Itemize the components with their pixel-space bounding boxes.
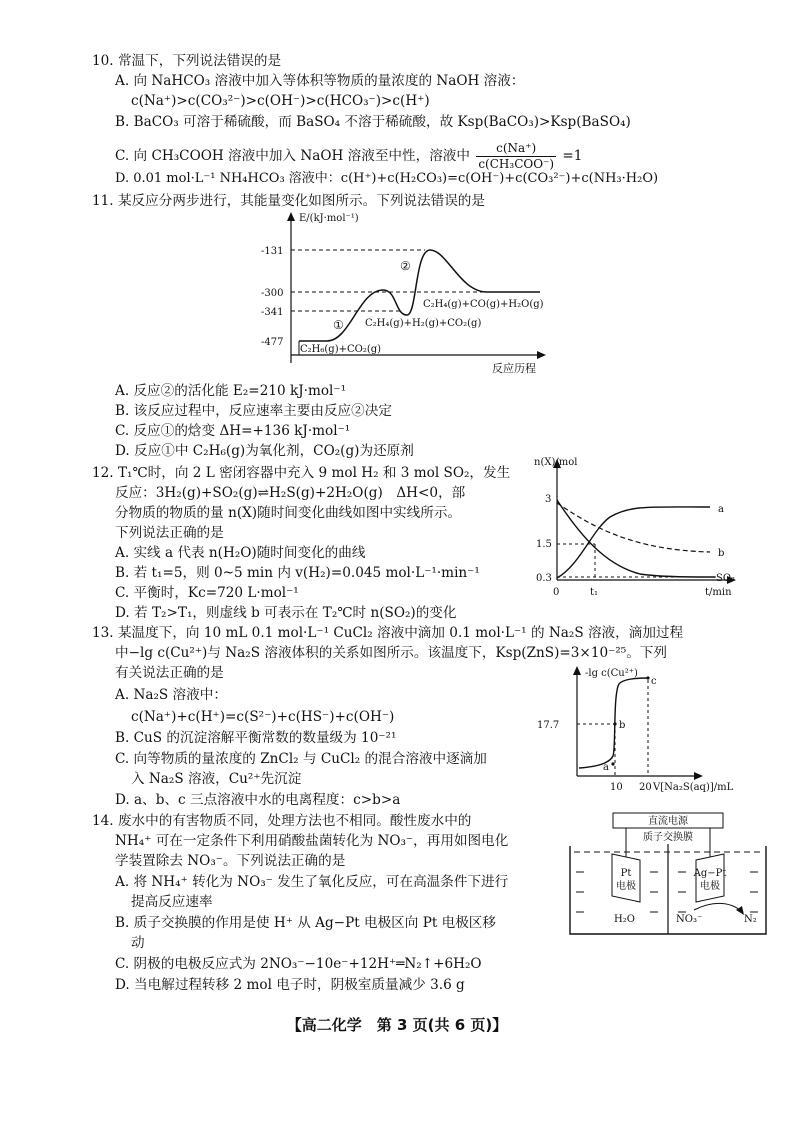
y-axis-label: E/(kJ·mol⁻¹) bbox=[299, 213, 359, 224]
titration-chart bbox=[535, 664, 760, 796]
q10-option-a: A. 向 NaHCO₃ 溶液中加入等体积等物质的量浓度的 NaOH 溶液： bbox=[115, 73, 525, 89]
x-axis-label: 反应历程 bbox=[492, 362, 536, 375]
q10-option-c bbox=[115, 141, 582, 172]
q13-option-c: C. 向等物质的量浓度的 ZnCl₂ 与 CuCl₂ 的混合溶液中逐滴加 bbox=[115, 751, 487, 767]
q10-option-a-cont: c(Na⁺)>c(CO₃²⁻)>c(OH⁻)>c(HCO₃⁻)>c(H⁺) bbox=[131, 93, 430, 109]
fraction-denominator: c(CH₃COO⁻) bbox=[478, 157, 555, 171]
electrolysis-apparatus bbox=[564, 810, 774, 940]
q13-option-a: A. Na₂S 溶液中： bbox=[115, 687, 227, 703]
q10-option-c-eq: =1 bbox=[562, 148, 583, 164]
q13-option-c-cont: 入 Na₂S 溶液，Cu²⁺先沉淀 bbox=[131, 771, 302, 787]
curve-b bbox=[557, 503, 710, 552]
curve-so2 bbox=[557, 500, 715, 577]
water-label: H₂O bbox=[614, 914, 635, 925]
tick-m300: -300 bbox=[261, 288, 284, 299]
energy-diagram bbox=[255, 208, 555, 378]
q12-stem-3: 分物质的物质的量 n(X)随时间变化曲线如图中实线所示。 bbox=[115, 505, 462, 521]
label-a: a bbox=[718, 504, 724, 515]
tick-m341: -341 bbox=[261, 307, 284, 318]
q14-option-b: B. 质子交换膜的作用是使 H⁺ 从 Ag−Pt 电极区向 Pt 电极区移 bbox=[115, 915, 496, 931]
tick-m477: -477 bbox=[261, 337, 284, 348]
tick-1-5: 1.5 bbox=[536, 539, 552, 550]
q11-option-b: B. 该反应过程中，反应速率主要由反应②决定 bbox=[115, 403, 392, 419]
q12-stem-4: 下列说法正确的是 bbox=[115, 525, 224, 541]
moles-time-chart bbox=[530, 455, 760, 615]
reaction-arrow bbox=[694, 903, 742, 912]
ag-pt-label: Ag−Pt bbox=[693, 868, 727, 879]
point-c bbox=[646, 676, 649, 679]
q11-option-a: A. 反应②的活化能 E₂=210 kJ·mol⁻¹ bbox=[115, 383, 347, 399]
ag-pt-label-2: 电极 bbox=[700, 881, 720, 892]
q13-option-b: B. CuS 的沉淀溶解平衡常数的数量级为 10⁻²¹ bbox=[115, 730, 397, 746]
y-axis-label: -lg c(Cu²⁺) bbox=[585, 668, 638, 679]
q14-option-a-cont: 提高反应速率 bbox=[131, 894, 213, 910]
q12-option-c: C. 平衡时，Kc=720 L·mol⁻¹ bbox=[115, 585, 299, 601]
x-axis-label: V[Na₂S(aq)]/mL bbox=[653, 782, 734, 793]
page-footer: 【高二化学 第 3 页(共 6 页)】 bbox=[286, 1016, 508, 1034]
label-b: b bbox=[718, 548, 725, 559]
x-axis-label: t/min bbox=[705, 587, 732, 598]
q12-option-a: A. 实线 a 代表 n(H₂O)随时间变化的曲线 bbox=[115, 545, 366, 561]
fraction-numerator: c(Na⁺) bbox=[476, 141, 556, 157]
point-a bbox=[611, 762, 614, 765]
q11-option-c: C. 反应①的焓变 ΔH=+136 kJ·mol⁻¹ bbox=[115, 423, 351, 439]
species-mid: C₂H₄(g)+H₂(g)+CO₂(g) bbox=[365, 318, 482, 329]
q10-stem: 10. 常温下，下列说法错误的是 bbox=[92, 53, 282, 69]
q14-stem-2: NH₄⁺ 可在一定条件下利用硝酸盐菌转化为 NO₃⁻，再用如图电化 bbox=[115, 833, 509, 849]
y-axis-arrow bbox=[573, 666, 581, 675]
q10-option-d: D. 0.01 mol·L⁻¹ NH₄HCO₃ 溶液中：c(H⁺)+c(H₂CO₃)=c(OH⁻)+c(CO₃²⁻)+c(NH₃·H₂O) bbox=[115, 171, 659, 186]
q14-stem: 14. 废水中的有害物质不同，处理方法也不相同。酸性废水中的 bbox=[92, 813, 472, 829]
q10-option-b: B. BaCO₃ 可溶于稀硫酸，而 BaSO₄ 不溶于稀硫酸，故 Ksp(BaCO₃)>Ksp(BaSO₄) bbox=[115, 114, 631, 130]
tick-10: 10 bbox=[610, 782, 623, 793]
tick-20: 20 bbox=[639, 782, 652, 793]
label-b: b bbox=[619, 720, 626, 731]
pt-label-2: 电极 bbox=[616, 881, 636, 892]
x-axis-arrow bbox=[537, 351, 546, 359]
power-supply-label: 直流电源 bbox=[648, 816, 688, 827]
tick-17-7: 17.7 bbox=[537, 720, 560, 731]
point-b bbox=[613, 722, 616, 725]
q12-stem: 12. T₁℃时，向 2 L 密闭容器中充入 9 mol H₂ 和 3 mol SO₂，发生 bbox=[92, 465, 511, 481]
q12-option-d: D. 若 T₂>T₁，则虚线 b 可表示在 T₂℃时 n(SO₂)的变化 bbox=[115, 605, 457, 621]
species-start: C₂H₆(g)+CO₂(g) bbox=[300, 344, 382, 355]
q11-option-d: D. 反应①中 C₂H₆(g)为氧化剂，CO₂(g)为还原剂 bbox=[115, 443, 414, 459]
q13-stem-2: 中−lg c(Cu²⁺)与 Na₂S 溶液体积的关系如图所示。该温度下，Ksp(ZnS)=3×10⁻²⁵。下列 bbox=[115, 645, 667, 661]
tick-3: 3 bbox=[545, 494, 552, 505]
tick-m131: -131 bbox=[261, 246, 284, 257]
q12-option-b: B. 若 t₁=5，则 0~5 min 内 v(H₂)=0.045 mol·L⁻¹·min⁻¹ bbox=[115, 565, 480, 581]
x-axis-arrow bbox=[694, 772, 703, 780]
q13-option-a-cont: c(Na⁺)+c(H⁺)=c(S²⁻)+c(HS⁻)+c(OH⁻) bbox=[131, 709, 395, 725]
titration-curve bbox=[579, 678, 648, 768]
liquid-marks bbox=[576, 872, 758, 912]
label-so2: SO₂ bbox=[716, 573, 736, 584]
label-c: c bbox=[651, 676, 657, 687]
tick-0: 0 bbox=[553, 587, 560, 598]
nitrogen-label: N₂ bbox=[744, 914, 757, 925]
q14-option-c: C. 阴极的电极反应式为 2NO₃⁻−10e⁻+12H⁺═N₂↑+6H₂O bbox=[115, 956, 482, 972]
membrane-label: 质子交换膜 bbox=[643, 832, 693, 843]
q10-fraction bbox=[476, 141, 556, 172]
tick-t1: t₁ bbox=[590, 587, 599, 598]
q13-stem-3: 有关说法正确的是 bbox=[115, 665, 224, 681]
label-step1: ① bbox=[333, 318, 344, 332]
q14-stem-3: 学装置除去 NO₃⁻。下列说法正确的是 bbox=[115, 853, 346, 869]
reaction-arrow-head bbox=[736, 906, 744, 915]
species-end: C₂H₄(g)+CO(g)+H₂O(g) bbox=[423, 299, 544, 310]
q13-stem: 13. 某温度下，向 10 mL 0.1 mol·L⁻¹ CuCl₂ 溶液中滴加 0.1 mol·L⁻¹ 的 Na₂S 溶液，滴加过程 bbox=[92, 625, 684, 641]
q10-option-c-text: C. 向 CH₃COOH 溶液中加入 NaOH 溶液至中性，溶液中 bbox=[115, 148, 470, 164]
tick-0-3: 0.3 bbox=[536, 573, 552, 584]
y-axis-arrow bbox=[287, 212, 295, 221]
pt-label: Pt bbox=[620, 868, 632, 879]
label-step2: ② bbox=[400, 259, 411, 273]
q14-option-d: D. 当电解过程转移 2 mol 电子时，阴极室质量减少 3.6 g bbox=[115, 977, 465, 993]
label-a: a bbox=[603, 762, 609, 773]
q13-option-d: D. a、b、c 三点溶液中水的电离程度：c>b>a bbox=[115, 792, 401, 808]
nitrate-label: NO₃⁻ bbox=[676, 914, 703, 925]
q14-option-b-cont: 动 bbox=[131, 935, 145, 951]
y-axis-label: n(X)/mol bbox=[534, 457, 578, 468]
q11-stem: 11. 某反应分两步进行，其能量变化如图所示。下列说法错误的是 bbox=[92, 193, 485, 209]
q12-stem-2: 反应：3H₂(g)+SO₂(g)⇌H₂S(g)+2H₂O(g) ΔH<0，部 bbox=[115, 485, 466, 501]
q14-option-a: A. 将 NH₄⁺ 转化为 NO₃⁻ 发生了氧化反应，可在高温条件下进行 bbox=[115, 874, 509, 890]
